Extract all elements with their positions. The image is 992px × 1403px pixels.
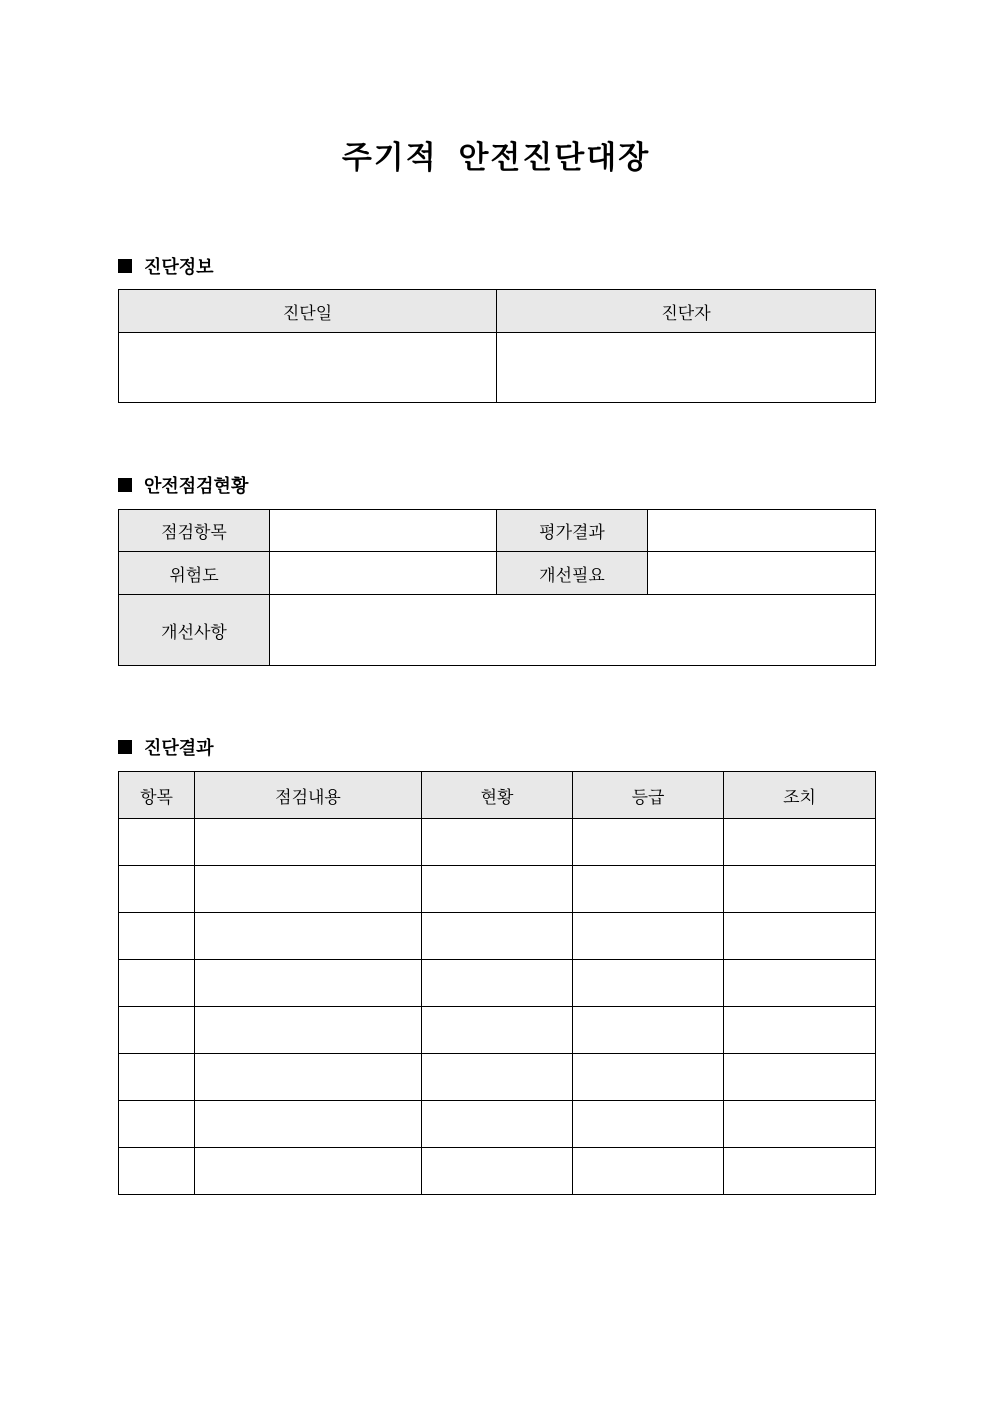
section-heading-safety-inspection <box>118 472 248 498</box>
item-cell[interactable] <box>119 960 195 1007</box>
table-row <box>119 819 876 866</box>
item-cell[interactable] <box>119 1007 195 1054</box>
item-cell[interactable] <box>119 866 195 913</box>
label-evaluation-result: 평가결과 <box>497 510 648 552</box>
action-cell[interactable] <box>724 866 876 913</box>
table-row <box>119 1148 876 1195</box>
item-cell[interactable] <box>119 1054 195 1101</box>
grade-cell[interactable] <box>573 960 724 1007</box>
item-cell[interactable] <box>119 913 195 960</box>
label-improvement-details: 개선사항 <box>119 595 270 666</box>
inspection-content-cell[interactable] <box>195 913 422 960</box>
square-bullet-icon <box>118 740 132 754</box>
diagnosis-results-table <box>118 771 876 1195</box>
action-cell[interactable] <box>724 1007 876 1054</box>
status-cell[interactable] <box>422 819 573 866</box>
status-cell[interactable] <box>422 1007 573 1054</box>
item-cell[interactable] <box>119 1101 195 1148</box>
status-cell[interactable] <box>422 866 573 913</box>
action-cell[interactable] <box>724 960 876 1007</box>
inspection-content-cell[interactable] <box>195 960 422 1007</box>
action-cell[interactable] <box>724 1148 876 1195</box>
status-cell[interactable] <box>422 960 573 1007</box>
header-inspection-content: 점검내용 <box>195 772 422 819</box>
inspection-content-cell[interactable] <box>195 866 422 913</box>
label-risk-level: 위험도 <box>119 552 270 595</box>
square-bullet-icon <box>118 478 132 492</box>
table-row <box>119 1101 876 1148</box>
diagnosis-date-field[interactable] <box>119 333 497 403</box>
diagnosis-info-table <box>118 289 876 403</box>
grade-cell[interactable] <box>573 1054 724 1101</box>
table-row <box>119 866 876 913</box>
evaluation-result-field[interactable] <box>648 510 876 552</box>
improvement-needed-field[interactable] <box>648 552 876 595</box>
inspection-content-cell[interactable] <box>195 1148 422 1195</box>
results-body <box>119 819 876 1195</box>
action-cell[interactable] <box>724 913 876 960</box>
item-cell[interactable] <box>119 819 195 866</box>
inspection-content-cell[interactable] <box>195 819 422 866</box>
item-cell[interactable] <box>119 1148 195 1195</box>
label-inspection-item: 점검항목 <box>119 510 270 552</box>
diagnoser-field[interactable] <box>497 333 876 403</box>
grade-cell[interactable] <box>573 1101 724 1148</box>
page-title: 주기적 안전진단대장 <box>341 140 651 176</box>
section-heading-diagnosis-results <box>118 734 214 760</box>
section-heading-label: 안전점검현황 <box>144 476 249 497</box>
grade-cell[interactable] <box>573 866 724 913</box>
inspection-content-cell[interactable] <box>195 1101 422 1148</box>
status-cell[interactable] <box>422 1101 573 1148</box>
table-row <box>119 1007 876 1054</box>
improvement-details-field[interactable] <box>270 595 876 666</box>
inspection-content-cell[interactable] <box>195 1054 422 1101</box>
status-cell[interactable] <box>422 1054 573 1101</box>
square-bullet-icon <box>118 259 132 273</box>
status-cell[interactable] <box>422 913 573 960</box>
header-diagnosis-date: 진단일 <box>119 290 497 333</box>
status-cell[interactable] <box>422 1148 573 1195</box>
grade-cell[interactable] <box>573 1007 724 1054</box>
header-item: 항목 <box>119 772 195 819</box>
header-diagnoser: 진단자 <box>497 290 876 333</box>
header-grade: 등급 <box>573 772 724 819</box>
label-improvement-needed: 개선필요 <box>497 552 648 595</box>
section-heading-label: 진단결과 <box>144 738 214 759</box>
risk-level-field[interactable] <box>270 552 497 595</box>
action-cell[interactable] <box>724 1101 876 1148</box>
table-row <box>119 1054 876 1101</box>
header-status: 현황 <box>422 772 573 819</box>
action-cell[interactable] <box>724 819 876 866</box>
table-row <box>119 913 876 960</box>
grade-cell[interactable] <box>573 913 724 960</box>
inspection-content-cell[interactable] <box>195 1007 422 1054</box>
grade-cell[interactable] <box>573 1148 724 1195</box>
safety-inspection-table <box>118 509 876 666</box>
section-heading-label: 진단정보 <box>144 257 214 278</box>
header-action: 조치 <box>724 772 876 819</box>
grade-cell[interactable] <box>573 819 724 866</box>
action-cell[interactable] <box>724 1054 876 1101</box>
inspection-item-field[interactable] <box>270 510 497 552</box>
section-heading-diagnosis-info <box>118 253 214 279</box>
table-row <box>119 960 876 1007</box>
